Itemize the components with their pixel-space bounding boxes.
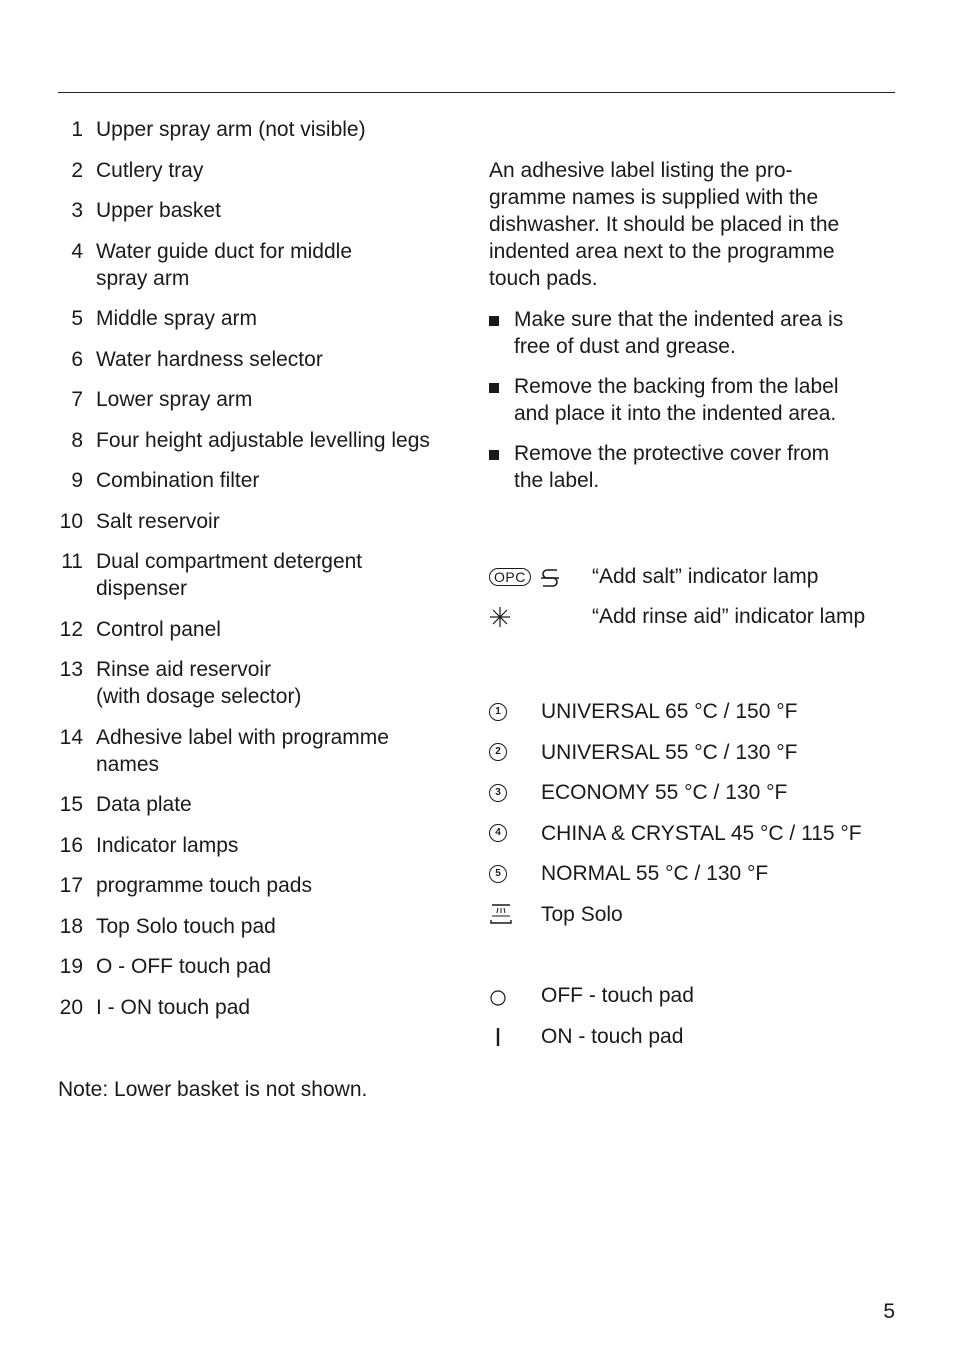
item-text: Dual compartment detergent dispenser <box>96 550 363 600</box>
rinse-lamp-label: “Add rinse aid” indicator lamp <box>592 605 866 628</box>
list-item <box>58 616 468 643</box>
on-pad-item <box>489 1023 899 1050</box>
square-bullet-icon <box>489 450 499 460</box>
programme-label: UNIVERSAL 55 °C / 130 °F <box>541 740 798 764</box>
item-text: O - OFF touch pad <box>96 955 272 978</box>
header-rule <box>58 92 895 93</box>
list-item <box>58 994 468 1021</box>
on-bar-icon <box>489 1025 509 1047</box>
square-bullet-icon <box>489 316 499 326</box>
item-number: 2 <box>71 158 83 182</box>
item-number: 15 <box>59 793 83 816</box>
circled-number-icon: 2 <box>489 743 507 761</box>
circled-number-icon: 4 <box>489 824 507 842</box>
item-text: Rinse aid reservoir (with dosage selector) <box>96 658 302 708</box>
item-number: 16 <box>59 833 83 857</box>
rinse-aid-star-icon <box>489 606 511 628</box>
off-pad-item <box>489 982 899 1009</box>
list-item <box>58 197 468 224</box>
off-pad-label: OFF - touch pad <box>541 984 694 1007</box>
item-number: 3 <box>71 199 83 222</box>
item-text: Water hardness selector <box>96 347 323 371</box>
item-text: Data plate <box>96 793 192 816</box>
list-item <box>58 548 468 602</box>
item-number: 10 <box>59 509 83 533</box>
list-item <box>58 656 468 710</box>
item-text: Water guide duct for middle spray arm <box>96 239 353 290</box>
item-text: Middle spray arm <box>96 307 258 330</box>
programme-item <box>489 739 899 766</box>
item-number: 6 <box>71 347 83 371</box>
salt-lamp-row <box>489 563 818 590</box>
off-circle-icon <box>489 986 509 1006</box>
item-text: Four height adjustable levelling legs <box>96 428 430 452</box>
programme-label: NORMAL 55 °C / 130 °F <box>541 862 769 886</box>
item-number: 11 <box>61 550 83 573</box>
programme-list <box>489 698 899 942</box>
bullet-text: Make sure that the indented area is free of dust and grease. <box>514 308 844 358</box>
on-pad-label: ON - touch pad <box>541 1024 684 1048</box>
intro-paragraph: An adhesive label listing the pro- gramme names is supplied with the dishwasher. It should be placed in the indented area next to the programme touch pads. <box>489 159 840 290</box>
list-item <box>58 427 468 454</box>
programme-label: CHINA & CRYSTAL 45 °C / 115 °F <box>541 821 862 845</box>
top-solo-item <box>489 901 899 928</box>
opc-badge-icon: OPC <box>489 568 531 586</box>
item-number: 18 <box>59 914 83 938</box>
programme-item <box>489 698 899 725</box>
note-text: Note: Lower basket is not shown. <box>58 1078 368 1101</box>
item-text: Indicator lamps <box>96 833 239 857</box>
programme-label: UNIVERSAL 65 °C / 150 °F <box>541 700 798 723</box>
item-text: Upper spray arm (not visible) <box>96 118 366 141</box>
rinse-lamp-icons <box>489 606 592 628</box>
list-item <box>58 791 468 818</box>
list-item <box>58 238 468 292</box>
power-pad-list <box>489 982 899 1063</box>
item-text: programme touch pads <box>96 874 312 897</box>
item-text: Control panel <box>96 617 221 641</box>
parts-list <box>58 116 468 1034</box>
bullet-item <box>489 373 889 427</box>
bullet-text: Remove the protective cover from the label. <box>514 442 830 492</box>
salt-lamp-label: “Add salt” indicator lamp <box>592 565 819 588</box>
item-number: 5 <box>71 307 83 330</box>
item-number: 13 <box>59 658 83 681</box>
item-text: Lower spray arm <box>96 388 253 411</box>
item-text: I - ON touch pad <box>96 995 251 1019</box>
bullet-item <box>489 306 889 360</box>
rinse-lamp-row <box>489 603 865 630</box>
programme-label: ECONOMY 55 °C / 130 °F <box>541 781 788 805</box>
item-text: Upper basket <box>96 199 221 222</box>
circled-number-icon: 3 <box>489 784 507 802</box>
circled-number-icon: 5 <box>489 865 507 883</box>
item-number: 19 <box>59 955 83 978</box>
item-text: Combination filter <box>96 469 260 492</box>
list-item <box>58 508 468 535</box>
programme-item <box>489 860 899 887</box>
list-item <box>58 872 468 899</box>
salt-s-icon <box>539 566 561 588</box>
bullet-text: Remove the backing from the label and place it into the indented area. <box>514 375 839 425</box>
item-number: 14 <box>59 725 83 749</box>
list-item <box>58 116 468 143</box>
item-number: 7 <box>71 388 83 411</box>
list-item <box>58 724 468 778</box>
item-number: 1 <box>71 118 83 141</box>
item-number: 8 <box>71 428 83 452</box>
list-item <box>58 953 468 980</box>
item-number: 9 <box>71 469 83 492</box>
list-item <box>58 913 468 940</box>
list-item <box>58 305 468 332</box>
bullet-list <box>489 306 889 507</box>
list-item <box>58 386 468 413</box>
top-solo-label: Top Solo <box>541 902 623 926</box>
salt-lamp-icons <box>489 566 592 588</box>
square-bullet-icon <box>489 383 499 393</box>
item-text: Cutlery tray <box>96 158 204 182</box>
item-number: 17 <box>59 874 83 897</box>
list-item <box>58 832 468 859</box>
page-number: 5 <box>883 1300 895 1323</box>
list-item <box>58 346 468 373</box>
top-solo-icon <box>489 902 513 926</box>
list-item <box>58 467 468 494</box>
item-number: 20 <box>59 995 83 1019</box>
item-text: Salt reservoir <box>96 509 220 533</box>
list-item <box>58 157 468 184</box>
item-text: Adhesive label with programme names <box>96 725 389 776</box>
item-number: 4 <box>71 239 83 263</box>
programme-item <box>489 820 899 847</box>
bullet-item <box>489 440 889 494</box>
item-number: 12 <box>59 617 83 641</box>
item-text: Top Solo touch pad <box>96 914 276 938</box>
programme-item <box>489 779 899 806</box>
circled-number-icon: 1 <box>489 703 507 721</box>
